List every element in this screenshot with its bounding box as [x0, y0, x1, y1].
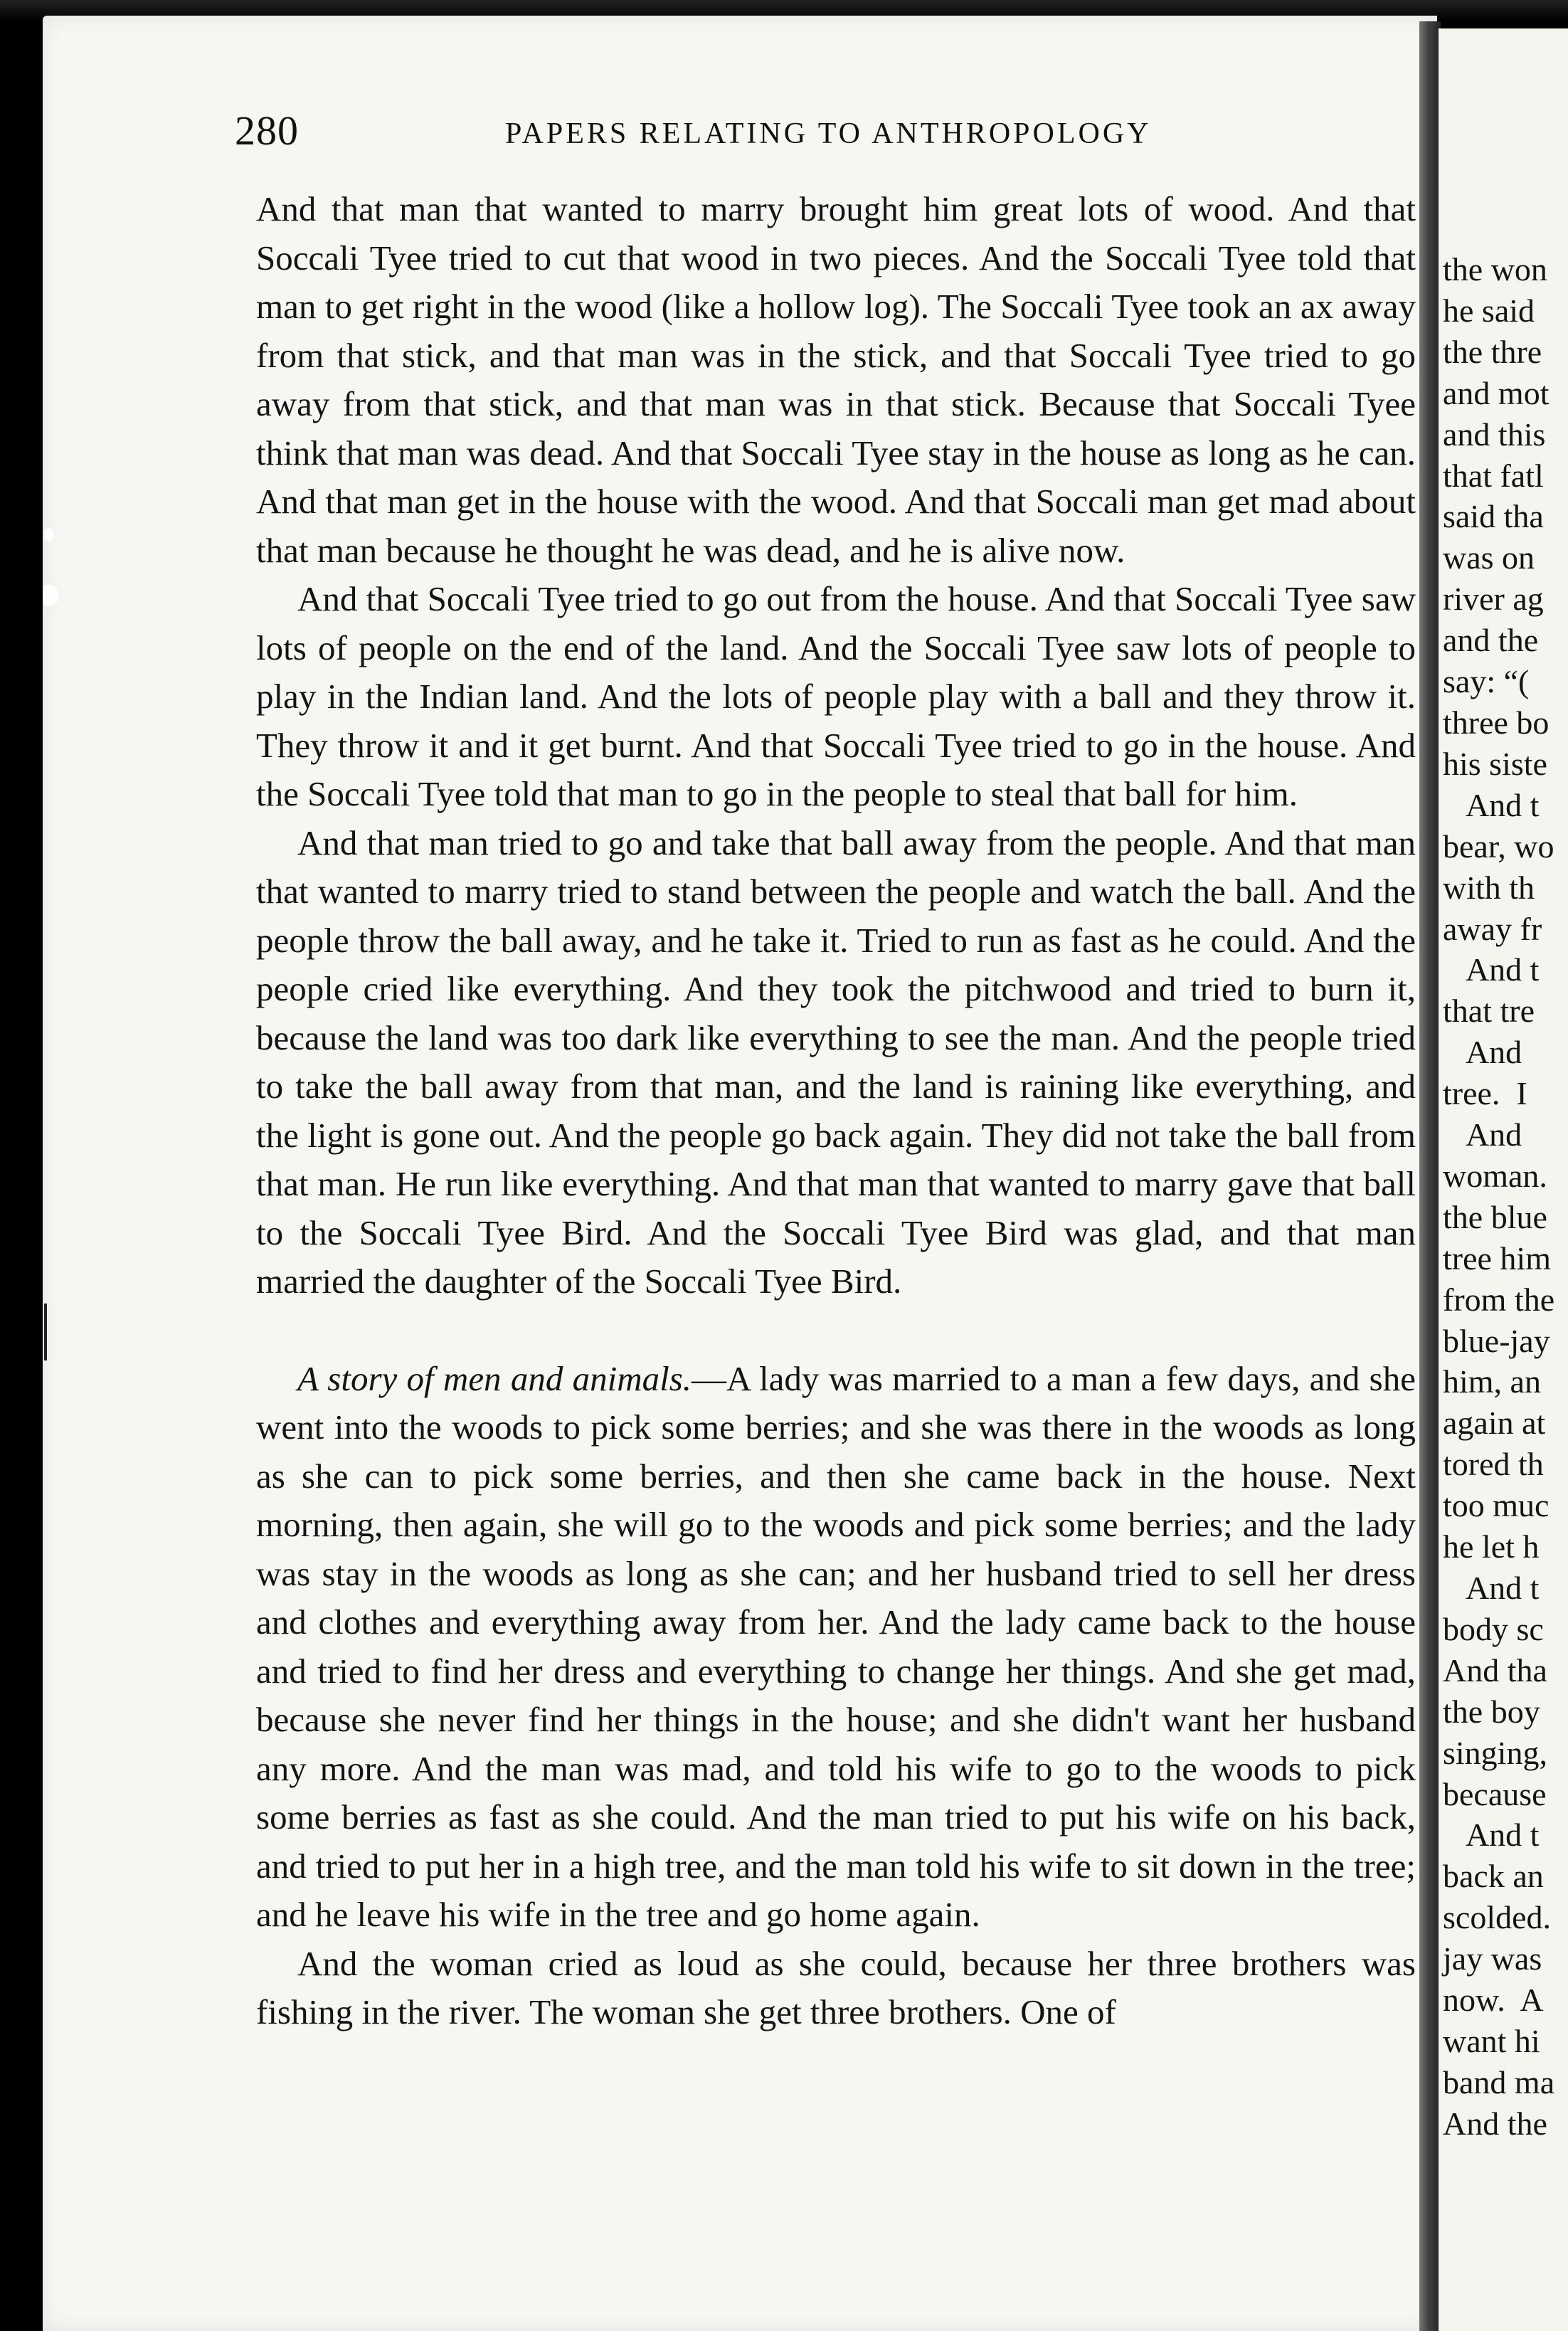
adjacent-page-line: band ma — [1443, 2063, 1555, 2100]
adjacent-page-line: and the — [1443, 622, 1539, 659]
adjacent-page-line: the blue — [1443, 1198, 1547, 1235]
adjacent-page-text — [1443, 249, 1554, 2145]
adjacent-page-line: that fatl — [1443, 457, 1544, 494]
adjacent-page-line: scolded. — [1443, 1899, 1552, 1936]
adjacent-page-line: his siste — [1443, 745, 1547, 782]
scan-speck — [44, 528, 54, 541]
adjacent-page-line: he let h — [1443, 1528, 1540, 1565]
story-heading: A story of men and animals. — [297, 1358, 692, 1398]
adjacent-page-line: jay was — [1443, 1940, 1542, 1977]
adjacent-page-line: the thre — [1443, 333, 1542, 370]
adjacent-page-line: that tre — [1443, 993, 1535, 1030]
adjacent-page-line: singing, — [1443, 1734, 1547, 1771]
story-paragraph-2: And the woman cried as loud as she could, because her three brothers was fishing in the river. The woman she get three brothers. One of — [256, 1943, 1416, 2031]
adjacent-page-line: And t — [1443, 951, 1540, 988]
paragraph-1: And that man that wanted to marry brought him great lots of wood. And that Soccali Tyee tried to cut that wood in two pieces. And the Soccali Tyee told that man to get right in the wood (like a hollow log). The Soccali Tyee took an ax away from that stick, and that man was in the stick, and that Soccali Tyee tried to go away from that stick, and that man was in that stick. Because that Soccali Tyee think that man was dead. And that Soccali Tyee stay in the house as long as he can. And that man get in the house with the wood. And that Soccali man get mad about that man because he thought he was dead, and he is alive now. — [256, 189, 1416, 570]
adjacent-page-line: body sc — [1443, 1610, 1544, 1647]
adjacent-page-line: tored th — [1443, 1446, 1544, 1483]
adjacent-page-line: said tha — [1443, 498, 1544, 535]
adjacent-page-line: and this — [1443, 416, 1546, 453]
running-title: PAPERS RELATING TO ANTHROPOLOGY — [505, 117, 1152, 150]
adjacent-page-line: from the — [1443, 1281, 1555, 1318]
adjacent-page-line: blue-jay — [1443, 1322, 1550, 1359]
adjacent-page-line: now. A — [1443, 1982, 1544, 2019]
paragraph-3: And that man tried to go and take that ball away from the people. And that man that wanted to marry tried to stand between the people and watch the ball. And the people throw the ball away, and he take it. Tried to run as fast as he could. And the people cried like everything. And they took the pitchwood and tried to burn it, because the land was too dark like everything to see the man. And the people tried to take the ball away from that man, and the land is raining like everything, and the light is gone out. And the people go back again. They did not take the ball from that man. He run like everything. And that man that wanted to marry gave that ball to the Soccali Tyee Bird. And the Soccali Tyee Bird was glad, and that man married the daughter of the Soccali Tyee Bird. — [256, 823, 1416, 1301]
scan-speck — [44, 1304, 47, 1360]
adjacent-page-line: tree. I — [1443, 1075, 1527, 1112]
adjacent-page-line: away fr — [1443, 910, 1542, 947]
paragraph-2: And that Soccali Tyee tried to go out from the house. And that Soccali Tyee saw lots of people on the end of the land. And the Soccali Tyee saw lots of people to play in the Indian land. And the lots of people play with a ball and they throw it. They throw it and it get burnt. And that Soccali Tyee tried to go in the house. And the Soccali Tyee told that man to go in the people to steal that ball for him. — [256, 579, 1416, 813]
adjacent-page-line: back an — [1443, 1858, 1544, 1895]
adjacent-page-line: the won — [1443, 251, 1547, 287]
adjacent-page-fragment — [1439, 28, 1568, 2331]
body-text — [256, 185, 1416, 2037]
adjacent-page-line: three bo — [1443, 704, 1550, 741]
adjacent-page-line: river ag — [1443, 581, 1544, 618]
adjacent-page-line: And — [1443, 1034, 1522, 1071]
adjacent-page-line: and mot — [1443, 374, 1550, 411]
adjacent-page-line: And tha — [1443, 1651, 1547, 1688]
adjacent-page-line: And t — [1443, 1817, 1540, 1854]
adjacent-page-line: he said — [1443, 292, 1535, 329]
book-gutter — [1419, 21, 1441, 2331]
adjacent-page-line: the boy — [1443, 1693, 1540, 1730]
adjacent-page-line: with th — [1443, 869, 1535, 906]
adjacent-page-line: because — [1443, 1775, 1547, 1812]
scan-speck — [43, 585, 58, 606]
adjacent-page-line: again at — [1443, 1405, 1546, 1442]
adjacent-page-line: And — [1443, 1116, 1522, 1153]
story-paragraph-1 — [256, 1355, 1416, 1940]
adjacent-page-line: And the — [1443, 2105, 1547, 2142]
page-number: 280 — [235, 107, 299, 154]
adjacent-page-line: And t — [1443, 786, 1540, 823]
adjacent-page-line: want hi — [1443, 2022, 1540, 2059]
adjacent-page-line: him, an — [1443, 1363, 1541, 1400]
adjacent-page-line: woman. — [1443, 1157, 1547, 1194]
adjacent-page-line: bear, wo — [1443, 828, 1554, 865]
adjacent-page-line: say: “( — [1443, 663, 1530, 700]
adjacent-page-line: And t — [1443, 1570, 1540, 1606]
adjacent-page-line: tree him — [1443, 1240, 1551, 1276]
story-paragraph-1-text: —A lady was married to a man a few days, and she went into the woods to pick some berries; and she was there in the woods as long as she can to pick some berries, and then she came back in the house. Next morning, then again, she will go to the woods and pick some berries; and the lady was stay in the woods as long as she can; and her husband tried to sell her dress and clothes and everything away from her. And the lady came back to the house and tried to find her dress and everything to change her things. And she get mad, because she never find her things in the house; and she didn't want her husband any more. And the man was mad, and told his wife to go to the woods to pick some berries as fast as she could. And the man tried to put his wife on his back, and tried to put her in a high tree, and the man told his wife to sit down in the tree; and he leave his wife in the tree and go home again. — [256, 1358, 1416, 1934]
adjacent-page-line: too muc — [1443, 1487, 1550, 1524]
adjacent-page-line: was on — [1443, 539, 1535, 576]
